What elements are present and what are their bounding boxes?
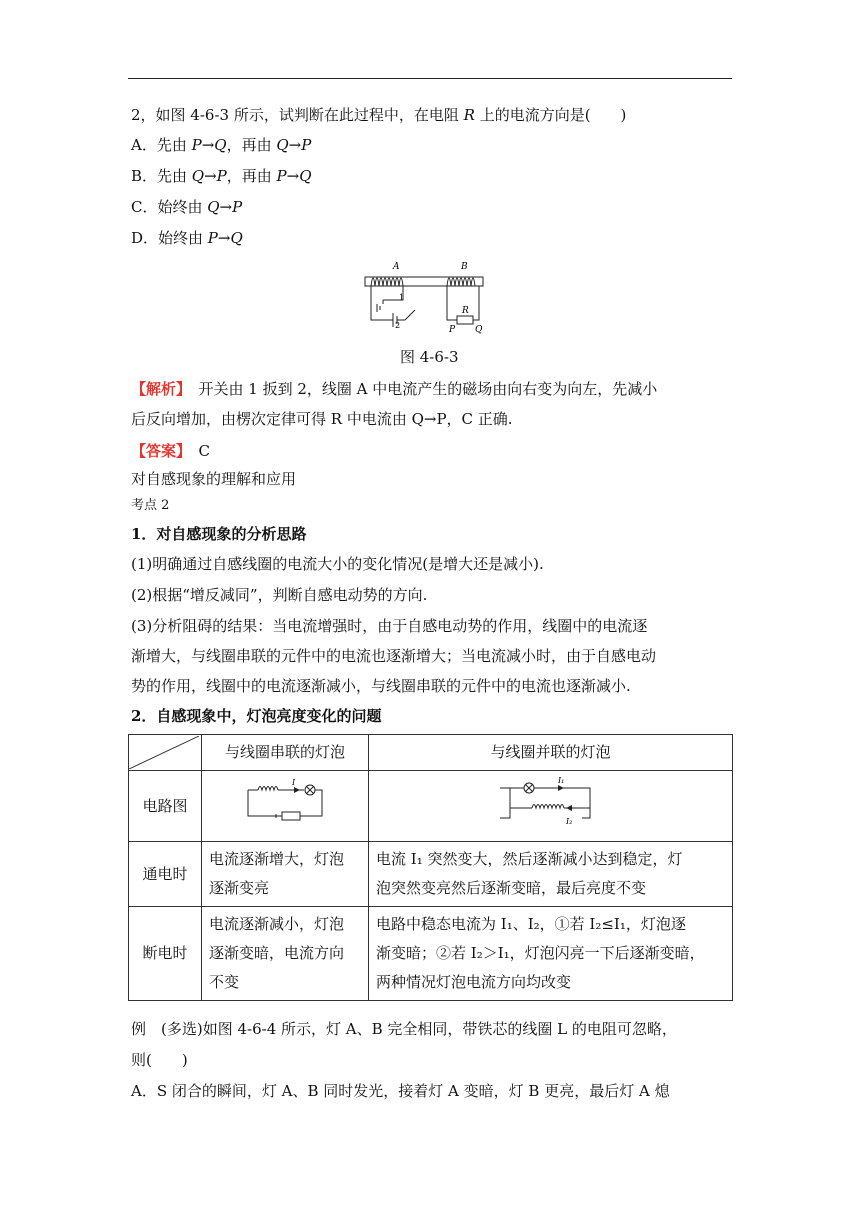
option-b: B．先由 Q→P，再由 P→Q: [131, 167, 312, 185]
header-series: 与线圈串联的灯泡: [202, 735, 369, 771]
label-p: P: [449, 325, 456, 334]
para-3b: 渐增大，与线圈串联的元件中的电流也逐渐增大；当电流减小时，由于自感电动: [131, 647, 657, 665]
parallel-circuit-diagram: [496, 774, 606, 828]
header-parallel: 与线圈并联的灯泡: [369, 735, 733, 771]
para-2: (2)根据“增反减同”，判断自感电动势的方向.: [131, 586, 428, 604]
cell-on-parallel: 电流 I₁ 突然变大，然后逐渐减小达到稳定，灯 泡突然变亮然后逐渐变暗，最后亮度不变: [369, 842, 733, 907]
para-3a: (3)分析阻碍的结果：当电流增强时，由于自感电动势的作用，线圈中的电流逐: [131, 617, 648, 635]
figure-caption: 图 4-6-3: [400, 348, 459, 366]
heading-1: 1．对自感现象的分析思路: [131, 525, 307, 543]
label-b: B: [461, 262, 468, 272]
para-1: (1)明确通过自感线圈的电流大小的变化情况(是增大还是减小).: [131, 555, 544, 573]
option-a: A．先由 P→Q，再由 Q→P: [131, 136, 312, 154]
label-i1: I₁: [557, 776, 564, 785]
para-3c: 势的作用，线圈中的电流逐渐减小，与线圈串联的元件中的电流也逐渐减小.: [131, 677, 631, 695]
point-label: 考点 2: [131, 498, 170, 513]
cell-off-parallel: 电路中稳态电流为 I₁、I₂，①若 I₂≤I₁，灯泡逐 渐变暗；②若 I₂＞I₁，灯泡闪亮一下后逐渐变暗， 两种情况灯泡电流方向均改变: [369, 907, 733, 1001]
answer-tag: 【答案】: [131, 442, 184, 460]
comparison-table: [128, 734, 733, 1001]
analysis-line-2: 后反向增加，由楞次定律可得 R 中电流由 Q→P，C 正确.: [131, 410, 513, 428]
series-circuit-diagram: [240, 776, 330, 826]
circuit-parallel: [369, 771, 733, 842]
question-stem: 2，如图 4-6-3 所示，试判断在此过程中，在电阻 R 上的电流方向是( ): [131, 106, 627, 124]
circuit-series: [202, 771, 369, 842]
answer-line: 【答案】 C: [131, 442, 210, 460]
option-d: D．始终由 P→Q: [131, 229, 243, 247]
figure-4-6-3: [363, 260, 488, 334]
row-label-circuit: 电路图: [129, 771, 202, 842]
label-i2: I₂: [565, 817, 572, 826]
table-corner: [129, 735, 202, 771]
cell-on-series: 电流逐渐增大，灯泡 逐渐变亮: [202, 842, 369, 907]
section-title: 对自感现象的理解和应用: [131, 470, 297, 488]
row-label-on: 通电时: [129, 842, 202, 907]
label-q: Q: [475, 325, 483, 334]
label-switch-1: 1: [399, 293, 405, 302]
label-switch-2: 2: [395, 321, 401, 330]
example-line-3: A．S 闭合的瞬间，灯 A、B 同时发光，接着灯 A 变暗，灯 B 更亮，最后灯 A 熄: [131, 1082, 670, 1100]
analysis-tag: 【解析】: [131, 380, 184, 398]
option-c: C．始终由 Q→P: [131, 198, 243, 216]
example-line-1: 例 (多选)如图 4-6-4 所示，灯 A、B 完全相同，带铁芯的线圈 L 的电阻可忽略，: [131, 1020, 677, 1038]
label-i: I: [292, 778, 296, 787]
label-r: R: [462, 306, 469, 316]
diagonal-line: [129, 736, 199, 769]
header-rule: [128, 78, 732, 79]
heading-2: 2．自感现象中，灯泡亮度变化的问题: [131, 707, 382, 725]
cell-off-series: 电流逐渐减小，灯泡 逐渐变暗，电流方向 不变: [202, 907, 369, 1001]
row-label-off: 断电时: [129, 907, 202, 1001]
label-a: A: [393, 262, 400, 272]
example-line-2: 则( ): [131, 1051, 188, 1069]
analysis-line-1: 【解析】 开关由 1 扳到 2，线圈 A 中电流产生的磁场由向右变为向左，先减小: [131, 380, 658, 398]
